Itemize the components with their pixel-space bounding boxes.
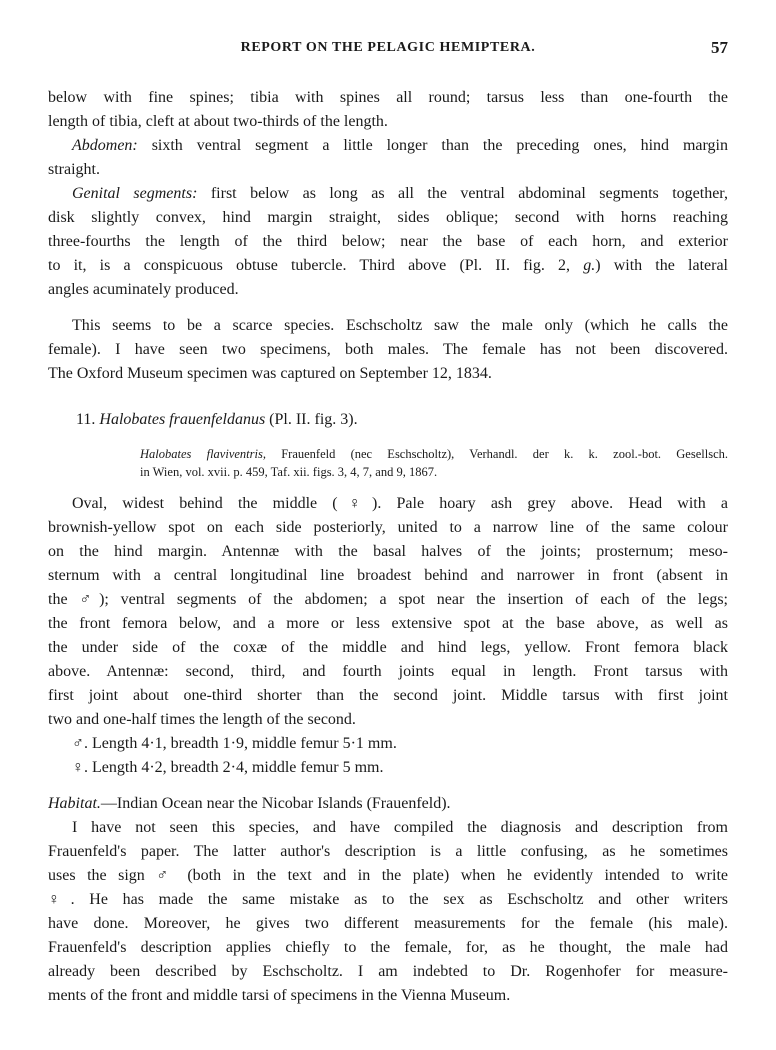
- notes-line: uses the sign ♂ (both in the text and in the plate) when he evidently intended to write: [48, 867, 728, 884]
- para1-line: below with fine spines; tibia with spines all round; tarsus less than one-fourth the: [48, 89, 728, 106]
- description-line: the under side of the coxæ of the middle and hind legs, yellow. Front femora black: [48, 639, 728, 656]
- description-line: the ♂); ventral segments of the abdomen; a spot near the insertion of each of the legs;: [48, 591, 728, 608]
- description-line: the front femora below, and a more or less extensive spot at the base above, as well as: [48, 615, 728, 632]
- running-title: REPORT ON THE PELAGIC HEMIPTERA.: [240, 40, 536, 55]
- description-line: on the hind margin. Antennæ with the basal halves of the joints; prosternum; meso-: [48, 543, 728, 560]
- genital-line: disk slightly convex, hind margin straight, sides oblique; second with horns reaching: [48, 209, 728, 226]
- synonymy-line: Halobates flaviventris, Frauenfeld (nec Eschscholtz), Verhandl. der k. k. zool.-bot. Gesellsch.: [140, 447, 728, 461]
- remarks-line: female). I have seen two specimens, both males. The female has not been discovered.: [48, 341, 728, 358]
- notes-line: I have not seen this species, and have compiled the diagnosis and description from: [72, 819, 728, 836]
- synonym-name: Halobates flaviventris,: [140, 447, 266, 461]
- habitat-line: [48, 792, 728, 816]
- genital-label: Genital segments:: [72, 185, 198, 202]
- species-heading: [48, 408, 728, 432]
- page-header: [48, 40, 728, 64]
- description-line: first joint about one-third shorter than the second joint. Middle tarsus with first joint: [48, 687, 728, 704]
- species-number: 11.: [76, 411, 96, 428]
- remarks-line: The Oxford Museum specimen was captured on September 12, 1834.: [48, 365, 492, 382]
- description-line: Oval, widest behind the middle (♀). Pale hoary ash grey above. Head with a: [72, 495, 728, 512]
- genital-paragraph: Genital segments: first below as long as all the ventral abdominal segments together,: [72, 185, 728, 202]
- synonymy-line: in Wien, vol. xvii. p. 459, Taf. xii. figs. 3, 4, 7, and 9, 1867.: [140, 465, 438, 479]
- abdomen-line: straight.: [48, 161, 100, 178]
- genital-line: angles acuminately produced.: [48, 281, 239, 298]
- abdomen-paragraph: Abdomen: sixth ventral segment a little longer than the preceding ones, hind margin: [72, 137, 728, 154]
- para1-line: length of tibia, cleft at about two-thirds of the length.: [48, 113, 388, 130]
- description-line: above. Antennæ: second, third, and fourth joints equal in length. Front tarsus with: [48, 663, 728, 680]
- notes-line: Frauenfeld's paper. The latter author's description is a little confusing, as he sometimes: [48, 843, 728, 860]
- notes-line: ments of the front and middle tarsi of specimens in the Vienna Museum.: [48, 987, 511, 1004]
- page-number: 57: [711, 38, 728, 57]
- description-line: sternum with a central longitudinal line broadest behind and narrower in front (absent in: [48, 567, 728, 584]
- notes-line: ♀. He has made the same mistake as to the sex as Eschscholtz and other writers: [48, 891, 728, 908]
- abdomen-label: Abdomen:: [72, 137, 138, 154]
- species-name: Halobates frauenfeldanus: [99, 411, 266, 428]
- species-plate-ref: (Pl. II. fig. 3).: [269, 411, 358, 428]
- habitat-label: Habitat.: [48, 795, 101, 812]
- habitat-text: —Indian Ocean near the Nicobar Islands (Frauenfeld).: [100, 795, 451, 812]
- notes-line: already been described by Eschscholtz. I am indebted to Dr. Rogenhofer for measure-: [48, 963, 728, 980]
- remarks-line: This seems to be a scarce species. Eschscholtz saw the male only (which he calls the: [72, 317, 728, 334]
- notes-line: have done. Moreover, he gives two different measurements for the female (his male).: [48, 915, 728, 932]
- genital-line: to it, is a conspicuous obtuse tubercle. Third above (Pl. II. fig. 2, g.) with the lateral: [48, 257, 728, 274]
- notes-line: Frauenfeld's description applies chiefly to the female, for, as he thought, the male had: [48, 939, 728, 956]
- female-measurements: ♀. Length 4·2, breadth 2·4, middle femur 5 mm.: [72, 759, 384, 776]
- genital-line: three-fourths the length of the third below; near the base of each horn, and exterior: [48, 233, 728, 250]
- description-line: brownish-yellow spot on each side posteriorly, united to a narrow line of the same colour: [48, 519, 728, 536]
- male-measurements: ♂. Length 4·1, breadth 1·9, middle femur 5·1 mm.: [72, 735, 397, 752]
- description-line: two and one-half times the length of the second.: [48, 711, 356, 728]
